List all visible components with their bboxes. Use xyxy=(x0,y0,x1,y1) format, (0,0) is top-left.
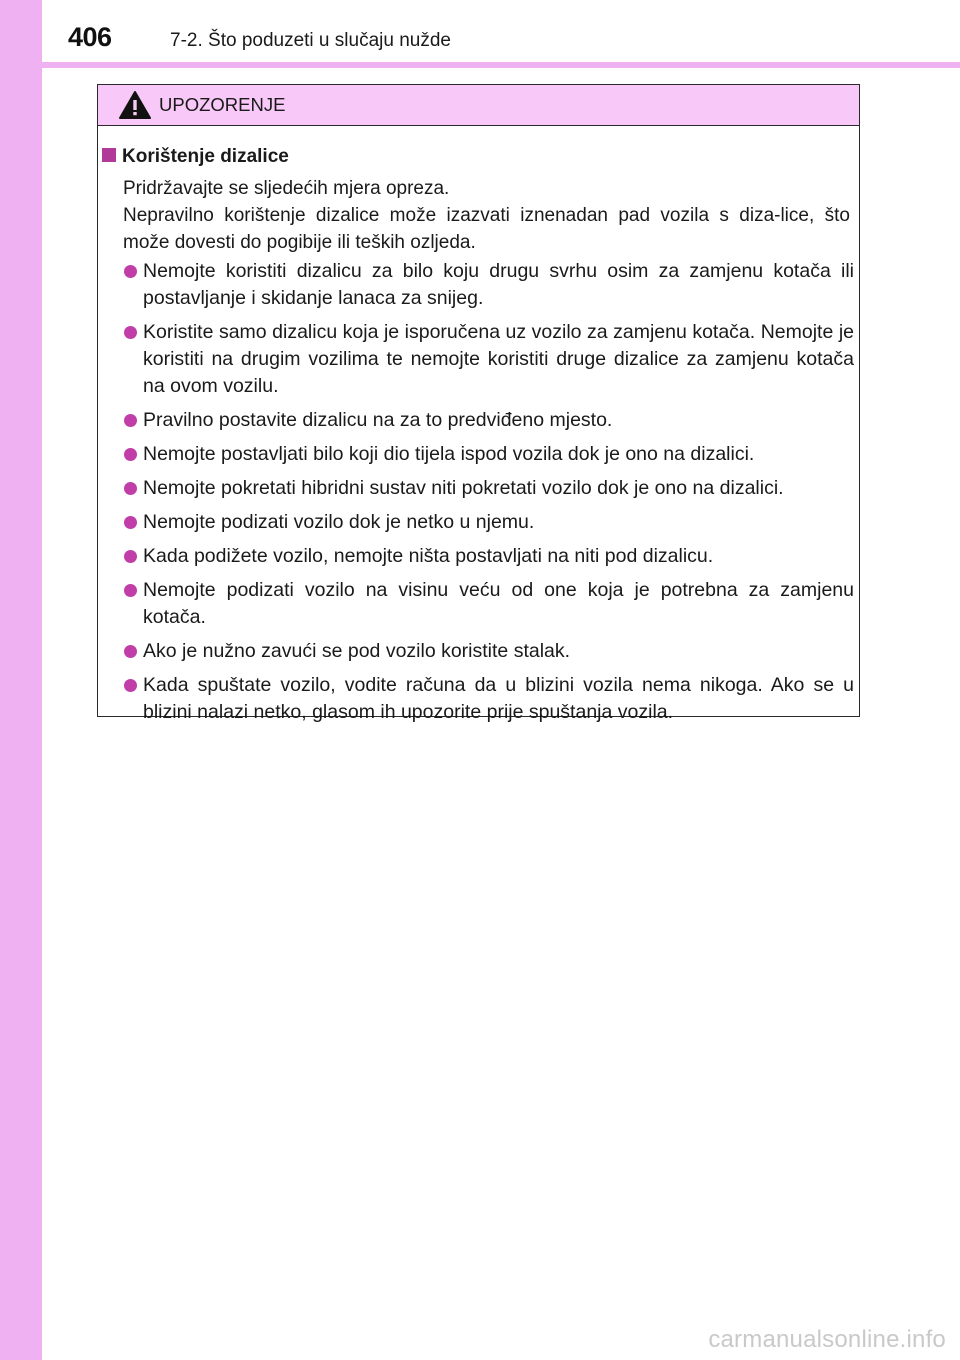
header-rule xyxy=(0,62,960,68)
square-bullet-icon xyxy=(102,148,116,162)
list-item-text: Nemojte postavljati bilo koji dio tijela ispod vozila dok je ono na dizalici. xyxy=(143,443,755,465)
list-item-text: Nemojte pokretati hibridni sustav niti pokretati vozilo dok je ono na dizalici. xyxy=(143,477,784,499)
round-bullet-icon xyxy=(124,326,137,339)
list-item xyxy=(102,407,854,434)
list-item xyxy=(102,258,854,312)
list-item-text: Kada podižete vozilo, nemojte ništa postavljati na niti pod dizalicu. xyxy=(143,545,714,567)
round-bullet-icon xyxy=(124,679,137,692)
list-item-text: Koristite samo dizalicu koja je isporučena uz vozilo za zamjenu kotača. Nemojte je koristiti na drugim vozilima te nemojte koristiti druge dizalice za zamjenu kotača na ovom vozilu. xyxy=(143,321,854,397)
list-item-text: Pravilno postavite dizalicu na za to predviđeno mjesto. xyxy=(143,409,613,431)
watermark: carmanualsonline.info xyxy=(708,1326,946,1353)
page-header xyxy=(0,0,960,70)
list-item-text: Ako je nužno zavući se pod vozilo koristite stalak. xyxy=(143,640,571,662)
warning-triangle-icon xyxy=(118,90,152,120)
list-item xyxy=(102,441,854,468)
warning-box xyxy=(97,84,860,723)
list-item xyxy=(102,577,854,631)
round-bullet-icon xyxy=(124,265,137,278)
intro-line: Pridržavajte se sljedećih mjera opreza. xyxy=(123,178,450,199)
round-bullet-icon xyxy=(124,448,137,461)
page-number: 406 xyxy=(68,22,112,52)
warning-header xyxy=(98,85,859,126)
round-bullet-icon xyxy=(124,516,137,529)
list-item-text: Kada spuštate vozilo, vodite računa da u blizini vozila nema nikoga. Ako se u blizini nalazi netko, glasom ih upozorite prije spuštanja vozila. xyxy=(143,674,854,723)
round-bullet-icon xyxy=(124,584,137,597)
list-item xyxy=(102,509,854,536)
intro-line: Nepravilno korištenje dizalice može izazvati iznenadan pad vozila s diza-lice, što može dovesti do pogibije ili teških ozljeda. xyxy=(123,205,850,253)
round-bullet-icon xyxy=(124,645,137,658)
subheading xyxy=(102,146,289,168)
section-title: 7-2. Što poduzeti u slučaju nužde xyxy=(170,30,451,51)
round-bullet-icon xyxy=(124,482,137,495)
list-item-text: Nemojte podizati vozilo dok je netko u njemu. xyxy=(143,511,535,533)
list-item xyxy=(102,475,854,502)
side-color-strip xyxy=(0,0,42,1360)
round-bullet-icon xyxy=(124,550,137,563)
list-item xyxy=(102,543,854,570)
bullet-list xyxy=(102,258,854,733)
list-item-text: Nemojte koristiti dizalicu za bilo koju drugu svrhu osim za zamjenu kotača ili postavljanje i skidanje lanaca za snijeg. xyxy=(143,260,854,309)
warning-label: UPOZORENJE xyxy=(159,94,286,115)
intro-text xyxy=(123,175,850,256)
subheading-text: Korištenje dizalice xyxy=(122,146,289,167)
round-bullet-icon xyxy=(124,414,137,427)
list-item-text: Nemojte podizati vozilo na visinu veću od one koja je potrebna za zamjenu kotača. xyxy=(143,579,854,628)
list-item xyxy=(102,319,854,400)
list-item xyxy=(102,638,854,665)
list-item xyxy=(102,672,854,726)
